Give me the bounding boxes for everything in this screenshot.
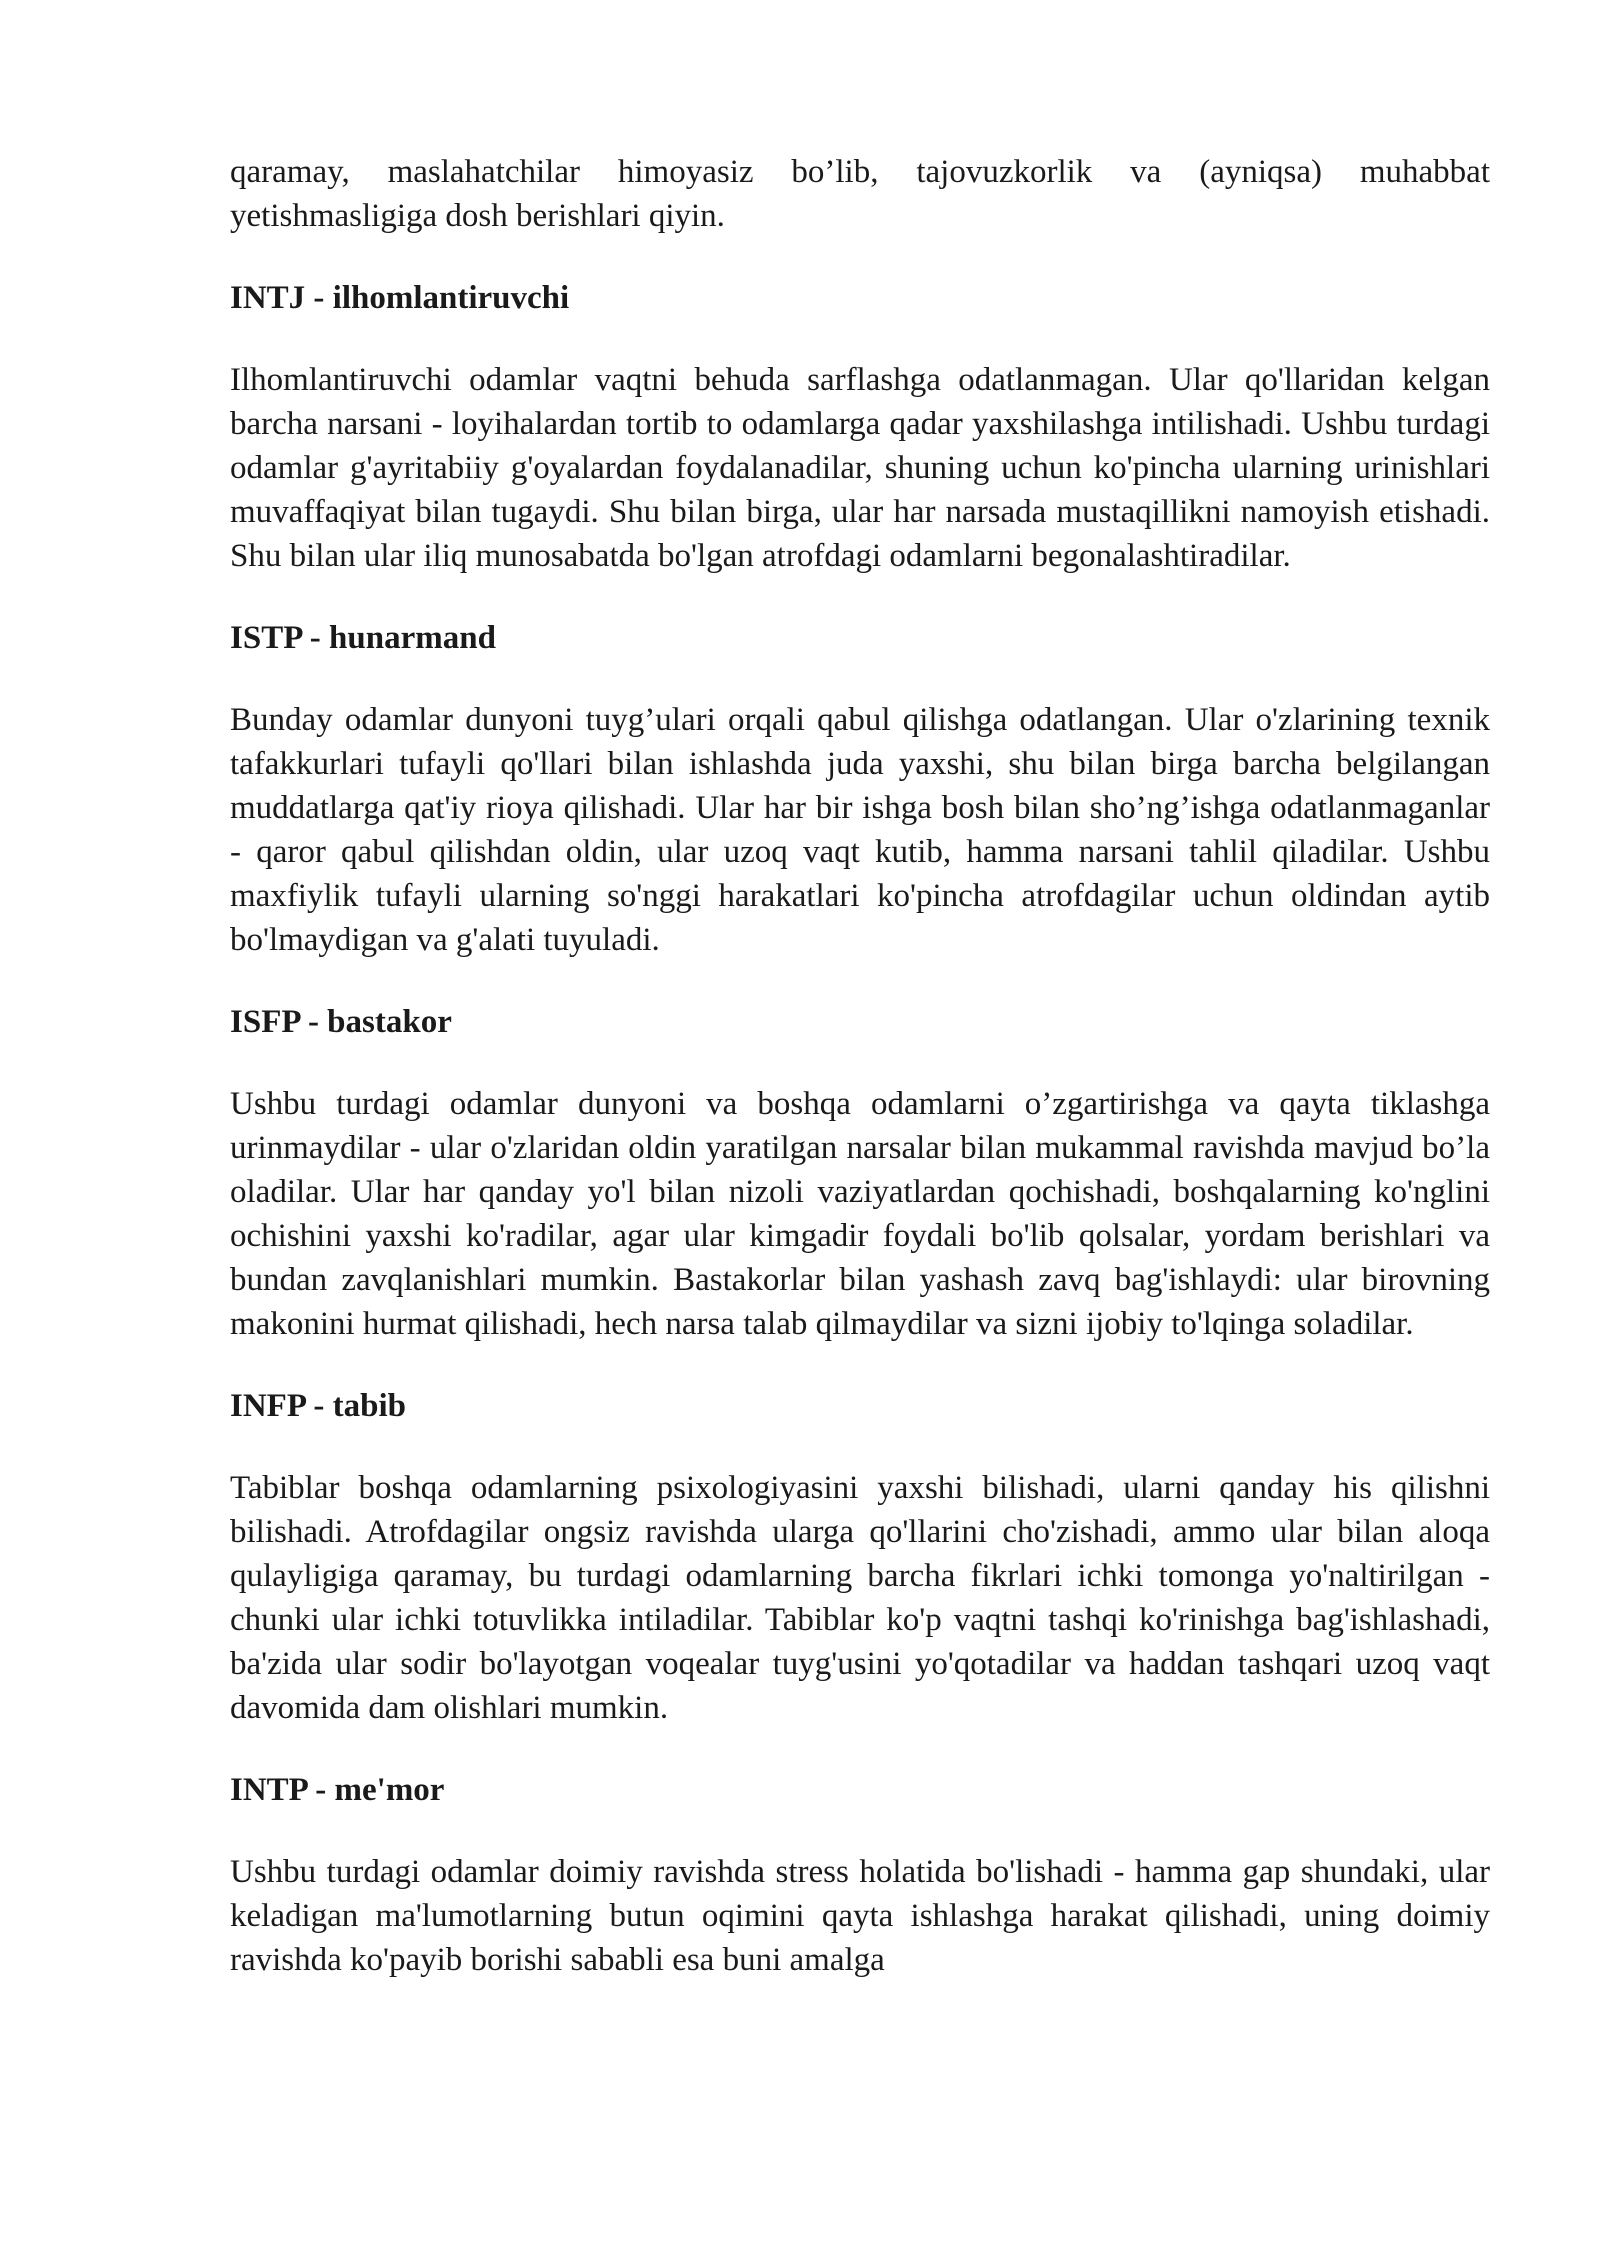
istp-heading: ISTP - hunarmand	[230, 620, 496, 656]
isfp-heading: ISFP - bastakor	[230, 1004, 452, 1040]
document-page	[230, 150, 1490, 1982]
infp-paragraph: Tabiblar boshqa odamlarning psixologiyasini yaxshi bilishadi, ularni qanday his qilishni bilishadi. Atrofdagilar ongsiz ravishda ularga qo'llarini cho'zishadi, ammo ular bilan aloqa qulayligiga qaramay, bu turdagi odamlarning barcha fikrlari ichki tomonga yo'naltirilgan - chunki ular ichki totuvlikka intiladilar. Tabiblar ko'p vaqtni tashqi ko'rinishga bag'ishlashadi, ba'zida ular sodir bo'layotgan voqealar tuyg'usini yo'qotadilar va haddan tashqari uzoq vaqt davomida dam olishlari mumkin.	[230, 1470, 1490, 1726]
intro-paragraph: qaramay, maslahatchilar himoyasiz bo’lib, tajovuzkorlik va (ayniqsa) muhabbat yetishmasligiga dosh berishlari qiyin.	[230, 154, 1490, 234]
intj-paragraph: Ilhomlantiruvchi odamlar vaqtni behuda sarflashga odatlanmagan. Ular qo'llaridan kelgan barcha narsani - loyihalardan tortib to odamlarga qadar yaxshilashga intilishadi. Ushbu turdagi odamlar g'ayritabiiy g'oyalardan foydalanadilar, shuning uchun ko'pincha ularning urinishlari muvaffaqiyat bilan tugaydi. Shu bilan birga, ular har narsada mustaqillikni namoyish etishadi. Shu bilan ular iliq munosabatda bo'lgan atrofdagi odamlarni begonalashtiradilar.	[230, 362, 1490, 574]
istp-paragraph: Bunday odamlar dunyoni tuyg’ulari orqali qabul qilishga odatlangan. Ular o'zlarining texnik tafakkurlari tufayli qo'llari bilan ishlashda juda yaxshi, shu bilan birga barcha belgilangan muddatlarga qat'iy rioya qilishadi. Ular har bir ishga bosh bilan sho’ng’ishga odatlanmaganlar - qaror qabul qilishdan oldin, ular uzoq vaqt kutib, hamma narsani tahlil qiladilar. Ushbu maxfiylik tufayli ularning so'nggi harakatlari ko'pincha atrofdagilar uchun oldindan aytib bo'lmaydigan va g'alati tuyuladi.	[230, 702, 1490, 958]
intj-heading: INTJ - ilhomlantiruvchi	[230, 280, 570, 316]
infp-heading: INFP - tabib	[230, 1388, 407, 1424]
intp-paragraph: Ushbu turdagi odamlar doimiy ravishda stress holatida bo'lishadi - hamma gap shundaki, ular keladigan ma'lumotlarning butun oqimini qayta ishlashga harakat qilishadi, uning doimiy ravishda ko'payib borishi sababli esa buni amalga	[230, 1854, 1490, 1978]
intp-heading: INTP - me'mor	[230, 1772, 445, 1808]
isfp-paragraph: Ushbu turdagi odamlar dunyoni va boshqa odamlarni o’zgartirishga va qayta tiklashga urinmaydilar - ular o'zlaridan oldin yaratilgan narsalar bilan mukammal ravishda mavjud bo’la oladilar. Ular har qanday yo'l bilan nizoli vaziyatlardan qochishadi, boshqalarning ko'nglini ochishini yaxshi ko'radilar, agar ular kimgadir foydali bo'lib qolsalar, yordam berishlari va bundan zavqlanishlari mumkin. Bastakorlar bilan yashash zavq bag'ishlaydi: ular birovning makonini hurmat qilishadi, hech narsa talab qilmaydilar va sizni ijobiy to'lqinga soladilar.	[230, 1086, 1490, 1342]
